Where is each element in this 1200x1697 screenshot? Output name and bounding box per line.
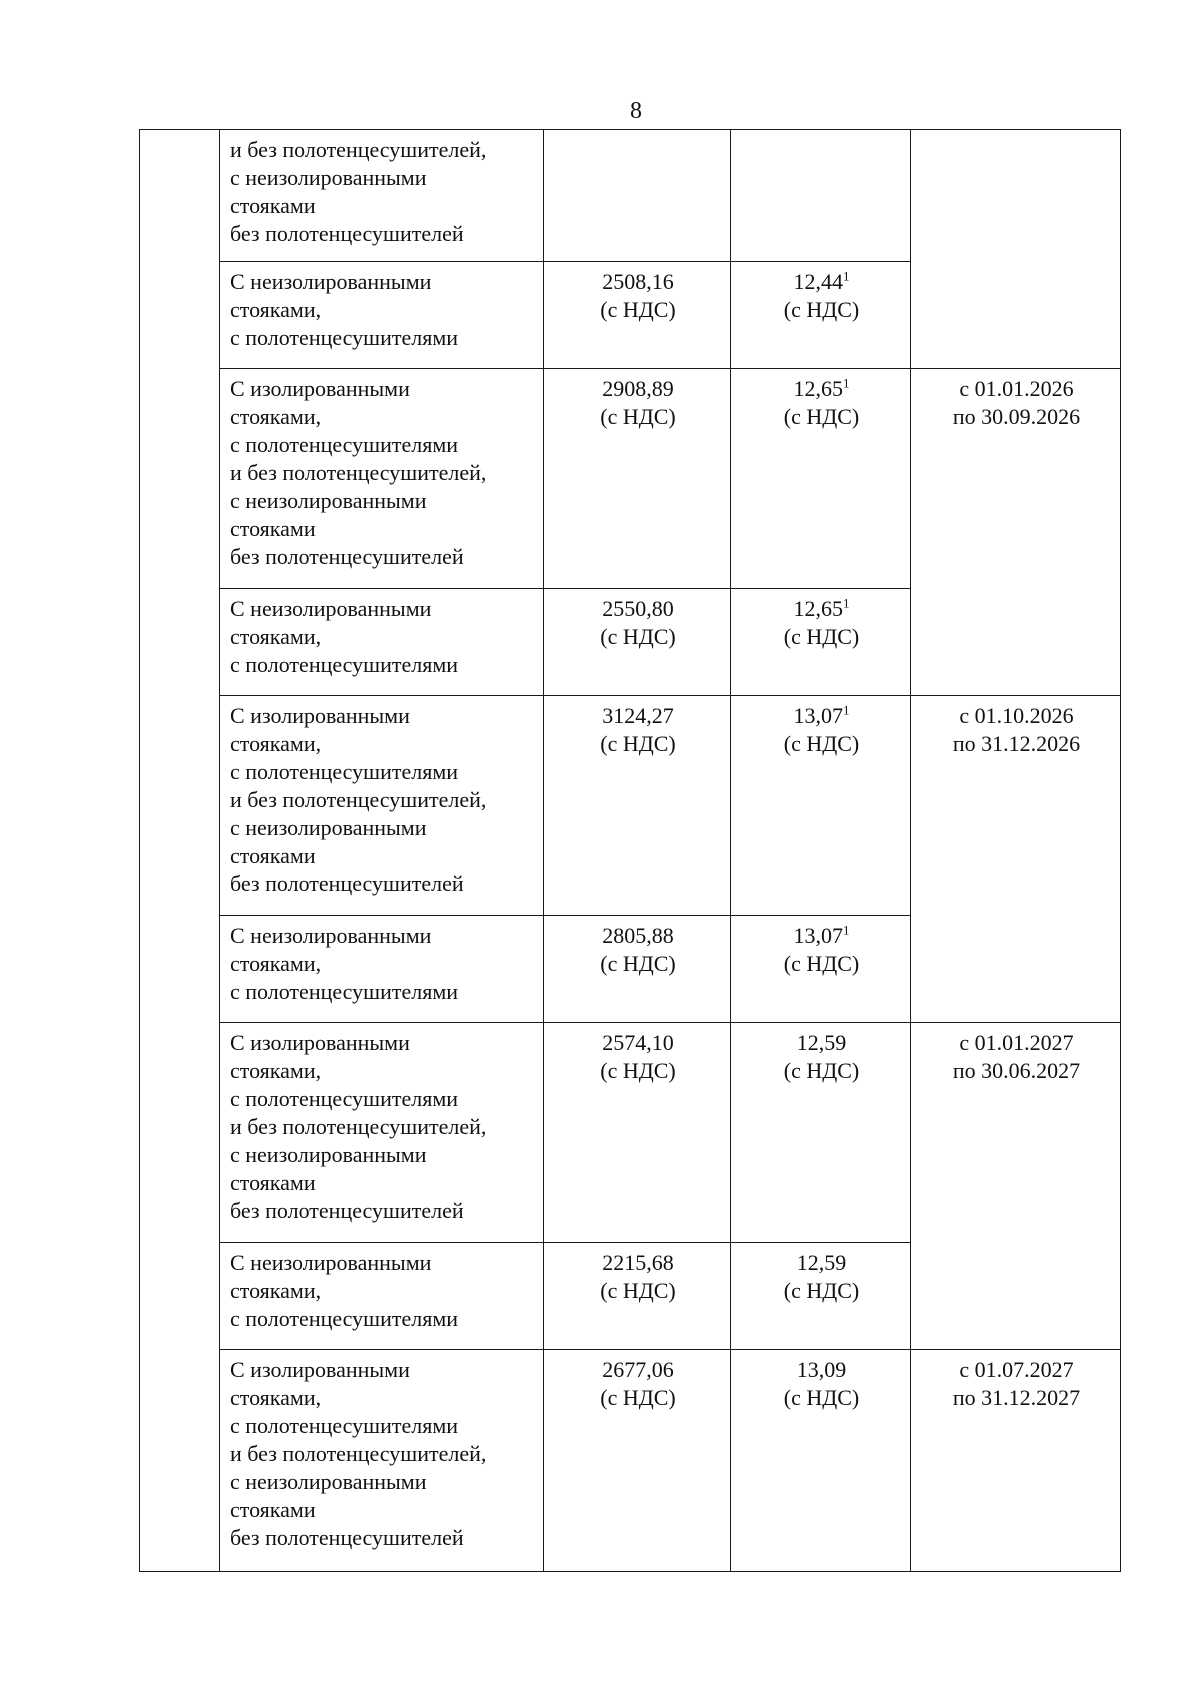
rate-value: 12,44	[793, 269, 843, 294]
rate-vat-label: (с НДС)	[783, 951, 860, 976]
rate-vat-label: (с НДС)	[783, 1058, 860, 1083]
rate-footnote-mark: 1	[843, 595, 850, 611]
row-price: 2215,68 (с НДС)	[544, 1243, 731, 1350]
rate-value: 13,07	[793, 703, 843, 728]
row-description: С изолированными стояками, с полотенцесушителями и без полотенцесушителей, с неизолированными стояками без полотенцесушителей	[220, 369, 544, 589]
table-row	[140, 369, 1121, 589]
rate-value: 12,59	[796, 1030, 847, 1055]
row-rate	[731, 130, 911, 262]
rate-vat-label: (с НДС)	[783, 731, 860, 756]
row-period	[911, 130, 1121, 369]
rate-value: 12,65	[793, 596, 843, 621]
row-description: С изолированными стояками, с полотенцесушителями и без полотенцесушителей, с неизолированными стояками без полотенцесушителей	[220, 1023, 544, 1243]
table-row	[140, 696, 1121, 916]
row-price: 2550,80 (с НДС)	[544, 589, 731, 696]
table-row	[140, 1023, 1121, 1243]
row-description: С изолированными стояками, с полотенцесушителями и без полотенцесушителей, с неизолированными стояками без полотенцесушителей	[220, 696, 544, 916]
row-price: 2908,89 (с НДС)	[544, 369, 731, 589]
row-rate	[731, 369, 911, 589]
row-description: и без полотенцесушителей, с неизолированными стояками без полотенцесушителей	[220, 130, 544, 262]
rate-value: 12,59	[796, 1250, 847, 1275]
outer-left-column	[140, 130, 220, 1572]
row-description: С неизолированными стояками, с полотенцесушителями	[220, 589, 544, 696]
tariff-table	[139, 129, 1121, 1572]
rate-footnote-mark: 1	[843, 268, 850, 284]
row-description: С неизолированными стояками, с полотенцесушителями	[220, 916, 544, 1023]
row-rate	[731, 1350, 911, 1572]
row-price: 2574,10 (с НДС)	[544, 1023, 731, 1243]
rate-value: 13,07	[793, 923, 843, 948]
row-rate	[731, 916, 911, 1023]
rate-footnote-mark: 1	[843, 702, 850, 718]
row-rate	[731, 1243, 911, 1350]
row-rate	[731, 1023, 911, 1243]
row-description: С неизолированными стояками, с полотенцесушителями	[220, 262, 544, 369]
rate-vat-label: (с НДС)	[783, 1385, 860, 1410]
page-number: 8	[630, 98, 642, 124]
row-rate	[731, 589, 911, 696]
row-price: 2677,06 (с НДС)	[544, 1350, 731, 1572]
row-rate	[731, 696, 911, 916]
rate-vat-label: (с НДС)	[783, 1278, 860, 1303]
rate-vat-label: (с НДС)	[783, 624, 860, 649]
row-period: с 01.07.2027 по 31.12.2027	[911, 1350, 1121, 1572]
row-period: с 01.10.2026 по 31.12.2026	[911, 696, 1121, 1023]
rate-footnote-mark: 1	[843, 922, 850, 938]
row-period: с 01.01.2026 по 30.09.2026	[911, 369, 1121, 696]
row-period: с 01.01.2027 по 30.06.2027	[911, 1023, 1121, 1350]
row-price: 2805,88 (с НДС)	[544, 916, 731, 1023]
table-row	[140, 130, 1121, 262]
rate-vat-label: (с НДС)	[783, 297, 860, 322]
row-price: 3124,27 (с НДС)	[544, 696, 731, 916]
row-price: 2508,16 (с НДС)	[544, 262, 731, 369]
table-row	[140, 1350, 1121, 1572]
rate-value: 13,09	[796, 1357, 847, 1382]
rate-value: 12,65	[793, 376, 843, 401]
rate-footnote-mark: 1	[843, 375, 850, 391]
row-price	[544, 130, 731, 262]
rate-vat-label: (с НДС)	[783, 404, 860, 429]
row-rate	[731, 262, 911, 369]
row-description: С неизолированными стояками, с полотенцесушителями	[220, 1243, 544, 1350]
row-description: С изолированными стояками, с полотенцесушителями и без полотенцесушителей, с неизолированными стояками без полотенцесушителей	[220, 1350, 544, 1572]
